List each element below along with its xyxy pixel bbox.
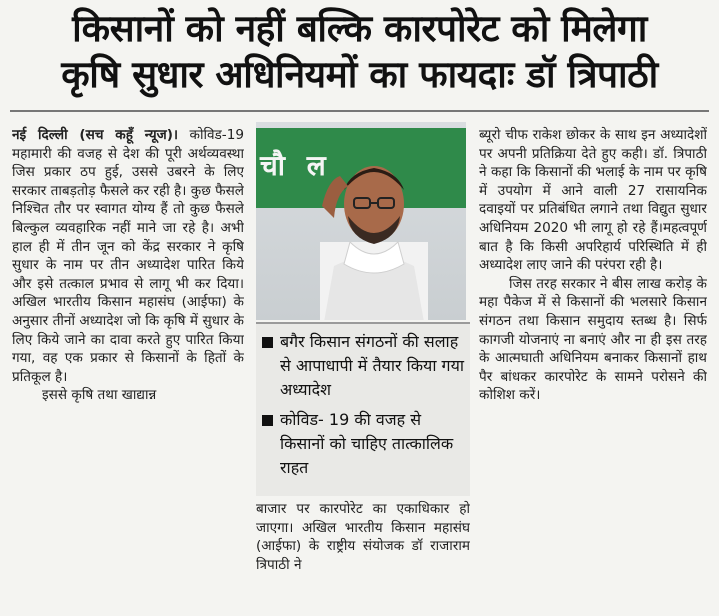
news-photo [256,122,466,320]
column-left-paragraph-2: इससे कृषि तथा खाद्यान्न [42,387,157,404]
highlight-item [262,330,466,402]
column-left [12,126,244,604]
highlight-text-1: बगैर किसान संगठनों की सलाह से आपाधापी में तैयार किया गया अध्यादेश [280,332,464,399]
highlights-box [256,322,470,496]
highlight-item [262,408,466,480]
dateline: नई दिल्ली (सच कहूँ न्यूज)। [12,127,179,143]
column-right-paragraph-2: जिस तरह सरकार ने बीस लाख करोड़ के महा पैकेज में से किसानों की भलसारे किसान संगठन तथा किसान समुदाय स्तब्ध है। सिर्फ कागजी योजनाएं ना बनाएं और ना ही इस तरह के आत्मघाती अधिनियम बनाकर किसानों हाथ पैर बांधकर कारपोरेट के सामने परोसने की कोशिश करें। [479,275,707,404]
headline-line-2: कृषि सुधार अधिनियमों का फायदाः डॉ त्रिपाठी [61,53,658,96]
headline-line-1: किसानों को नहीं बल्कि कारपोरेट को मिलेगा [72,7,647,50]
headline [6,6,713,98]
bullet-square-icon [262,415,273,426]
column-middle-paragraph: बाजार पर कारपोरेट का एकाधिकार हो जाएगा। अखिल भारतीय किसान महासंघ (आईफा) के राष्ट्रीय संयोजक डॉ राजाराम त्रिपाठी ने [256,501,470,573]
column-middle [256,500,470,604]
highlight-text-2: कोविड- 19 की वजह से किसानों को चाहिए तात्कालिक राहत [280,410,454,477]
photo-banner-text: चौ ल [260,149,332,182]
bullet-square-icon [262,337,273,348]
person-photo-icon [314,146,434,320]
column-right [479,126,707,604]
column-right-paragraph-1: ब्यूरो चीफ राकेश छोकर के साथ इन अध्यादेशों पर अपनी प्रतिक्रिया देते हुए कही। डॉ. त्रिपाठी ने कहा कि किसानों की भलाई के नाम पर कृषि में उपयोग में आने वाली 27 रासायनिक दवाइयों पर प्रतिबंधित लगाने तथा विद्युत सुधार अधिनियम 2020 भी लागू हो रहे हैं।महत्वपूर्ण बात है कि किसी अपरिहार्य परिस्थिति में ही अध्यादेश लाए जाने की परंपरा रही है। [479,127,707,274]
column-left-paragraph-1: कोविड-19 महामारी की वजह से देश की पूरी अर्थव्यवस्था जिस प्रकार ठप हुई, उससे उबरने के लिए सरकार ताबड़तोड़ फैसले कर रही है। कुछ फैसले निश्चित तौर पर स्वागत योग्य हैं तो कुछ फैसले बिल्कुल व्यवहारिक नहीं माने जा रहे है। अभी हाल ही में तीन जून को केंद्र सरकार ने कृषि सुधार के नाम पर तीन अध्यादेश पारित किये और इसे तत्काल प्रभाव से लागू भी कर दिया। अखिल भारतीय किसान महासंघ (आईफा) के अनुसार तीनों अध्यादेश जो कि कृषि में सुधार के लिए किये जाने का दावा करते हुए पारित किया गया, वह एक प्रकार से किसानों के हितों के प्रतिकूल है। [12,127,244,385]
headline-divider [10,110,709,112]
